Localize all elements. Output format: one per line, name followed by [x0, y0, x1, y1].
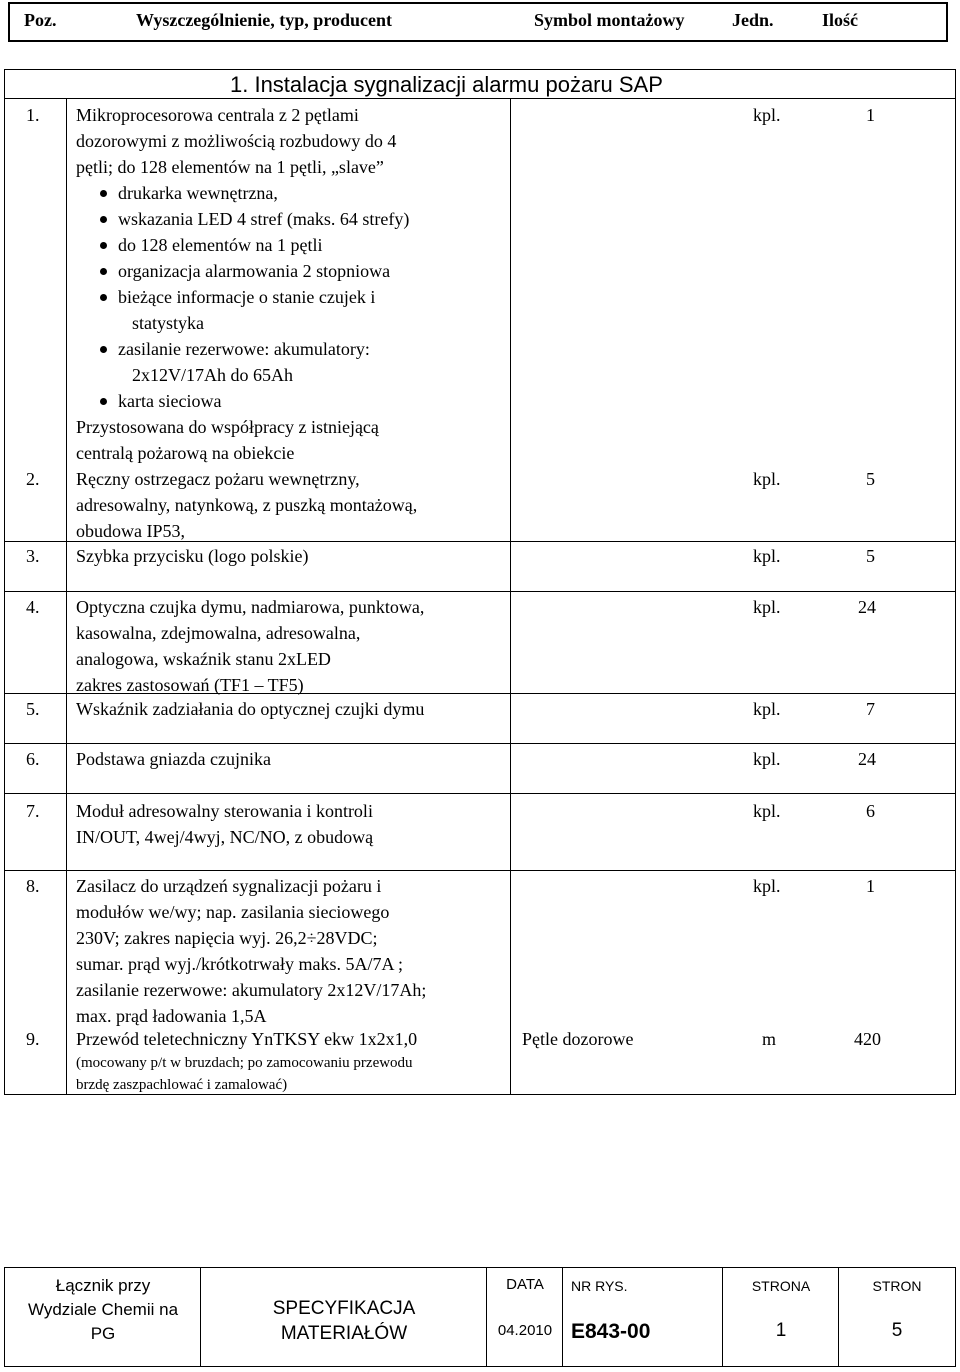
title-block-page: STRONA 1 [723, 1268, 839, 1366]
item-qty: 24 [858, 749, 876, 769]
header-description: Wyszczególnienie, typ, producent [136, 10, 392, 30]
item-pos: 8. [26, 876, 40, 896]
bullet-item: bieżące informacje o stanie czujek i [76, 284, 516, 310]
item-description: Optyczna czujka dymu, nadmiarowa, punktowa, kasowalna, zdejmowalna, adresowalna, analogowa, wskaźnik stanu 2xLED zakres zastosowań (TF1 – TF5) [76, 597, 425, 695]
item-description: Podstawa gniazda czujnika [76, 749, 271, 769]
item-pos: 1. [26, 105, 40, 125]
item-unit: kpl. [753, 801, 781, 821]
item-pos: 9. [26, 1029, 40, 1049]
item-pos: 5. [26, 699, 40, 719]
item-symbol: Pętle dozorowe [522, 1029, 634, 1049]
item-description: Szybka przycisku (logo polskie) [76, 546, 309, 566]
header-symbol: Symbol montażowy [534, 10, 685, 30]
header-unit: Jedn. [732, 10, 774, 30]
item-unit: kpl. [753, 105, 781, 125]
item-pos: 2. [26, 469, 40, 489]
header-pos: Poz. [24, 10, 57, 30]
item-unit: kpl. [753, 749, 781, 769]
bullet-item: organizacja alarmowania 2 stopniowa [76, 258, 516, 284]
item-description: Moduł adresowalny sterowania i kontroli IN/OUT, 4wej/4wyj, NC/NO, z obudową [76, 801, 374, 847]
row-divider [4, 793, 956, 794]
item-description: Zasilacz do urządzeń sygnalizacji pożaru i modułów we/wy; nap. zasilania sieciowego 230V; zakres napięcia wyj. 26,2÷28VDC; sumar. prąd wyj./krótkotrwały maks. 5A/7A ; zasilanie rezerwowe: akumulatory 2x12V/17Ah; max. prąd ładowania 1,5A [76, 876, 427, 1026]
item-qty: 1 [866, 876, 875, 896]
item-description: Wskaźnik zadziałania do optycznej czujki dymu [76, 699, 425, 719]
item-qty: 420 [854, 1029, 881, 1049]
item-description: Mikroprocesorowa centrala z 2 pętlami dozorowymi z możliwością rozbudowy do 4 pętli; do 128 elementów na 1 pętli, „slave” drukarka wewnętrzna, wskazania LED 4 stref (maks. 64 strefy) do 128 elementów na 1 pętli organizacja alarmowania 2 stopniowa bieżące informacje o stanie czujek i statystyka zasilanie rezerwowe: akumulatory: 2x12V/17Ah do 65Ah karta sieciowa Przystosowana do współpracy z istniejącą centralą pożarową na obiekcie [76, 102, 516, 466]
bullet-item: karta sieciowa [76, 388, 516, 414]
title-block [4, 1267, 956, 1367]
item-unit: m [762, 1029, 777, 1049]
section-title: 1. Instalacja sygnalizacji alarmu pożaru SAP [230, 72, 663, 97]
item-unit: kpl. [753, 876, 781, 896]
item-qty: 24 [858, 597, 876, 617]
title-block-pages: STRON 5 [872, 1278, 922, 1341]
item-qty: 1 [866, 105, 875, 125]
bullet-item: drukarka wewnętrzna, [76, 180, 516, 206]
item-qty: 6 [866, 801, 875, 821]
bullet-item: do 128 elementów na 1 pętli [76, 232, 516, 258]
table-header [8, 2, 948, 42]
item-qty: 5 [866, 469, 875, 489]
title-block-organization: Łącznik przy Wydziale Chemii na PG [5, 1268, 201, 1366]
item-unit: kpl. [753, 469, 781, 489]
item-description: Przewód teletechniczny YnTKSY ekw 1x2x1,0 (mocowany p/t w bruzdach; po zamocowaniu przewodu brzdę zaszpachlować i zamalować) [76, 1029, 418, 1093]
item-pos: 4. [26, 597, 40, 617]
column-divider [66, 98, 67, 1094]
item-pos: 7. [26, 801, 40, 821]
bullet-item: wskazania LED 4 stref (maks. 64 strefy) [76, 206, 516, 232]
item-pos: 6. [26, 749, 40, 769]
item-pos: 3. [26, 546, 40, 566]
row-divider [4, 870, 956, 871]
title-block-date: DATA 04.2010 [487, 1268, 563, 1366]
item-unit: kpl. [753, 699, 781, 719]
title-block-drawing-number: NR RYS. E843-00 [563, 1268, 723, 1366]
row-divider [4, 98, 956, 99]
row-divider [4, 591, 956, 592]
bullet-item: zasilanie rezerwowe: akumulatory: [76, 336, 516, 362]
item-unit: kpl. [753, 546, 781, 566]
item-qty: 5 [866, 546, 875, 566]
item-unit: kpl. [753, 597, 781, 617]
header-quantity: Ilość [822, 10, 858, 30]
title-block-document: SPECYFIKACJA MATERIAŁÓW [201, 1268, 487, 1366]
row-divider [4, 743, 956, 744]
item-qty: 7 [866, 699, 875, 719]
item-description: Ręczny ostrzegacz pożaru wewnętrzny, adresowalny, natynkową, z puszką montażową, obudowa IP53, [76, 469, 418, 541]
